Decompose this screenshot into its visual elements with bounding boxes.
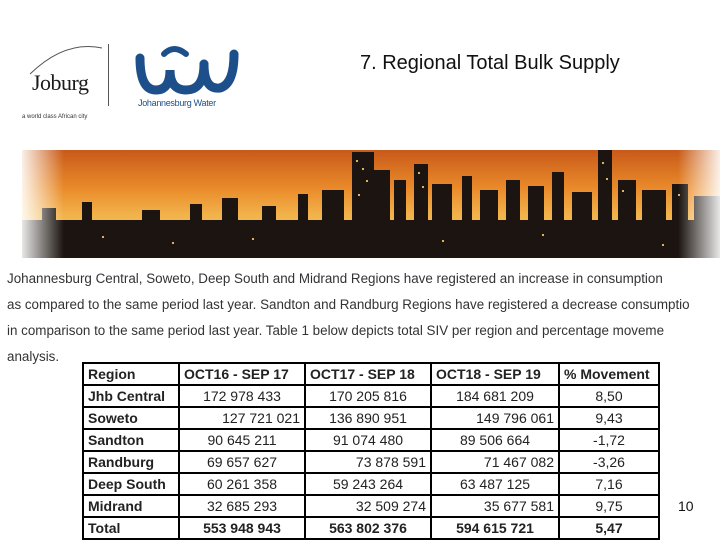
header-region: Region (83, 363, 179, 385)
siv-table (82, 362, 660, 540)
table-header-row (83, 363, 659, 385)
value-cell: 63 487 125 (431, 473, 559, 495)
value-cell: 149 796 061 (431, 407, 559, 429)
value-cell: 35 677 581 (431, 495, 559, 517)
joburg-tagline: a world class African city (22, 114, 88, 120)
movement-cell: -1,72 (559, 429, 659, 451)
value-cell: 136 890 951 (305, 407, 431, 429)
region-cell: Deep South (83, 473, 179, 495)
region-cell: Midrand (83, 495, 179, 517)
joburg-logo-text: Joburg (32, 70, 89, 95)
table-row (83, 473, 659, 495)
table-row (83, 429, 659, 451)
region-cell: Jhb Central (83, 385, 179, 407)
value-cell: 184 681 209 (431, 385, 559, 407)
page-title: 7. Regional Total Bulk Supply (360, 52, 620, 74)
movement-cell: 9,43 (559, 407, 659, 429)
total-movement-cell: 5,47 (559, 517, 659, 539)
table-row (83, 385, 659, 407)
body-paragraph (7, 266, 720, 370)
region-cell: Soweto (83, 407, 179, 429)
paragraph-line: in comparison to the same period last year. Table 1 below depicts total SIV per region and percentage moveme (7, 323, 665, 338)
region-cell: Total (83, 517, 179, 539)
value-cell: 71 467 082 (431, 451, 559, 473)
water-wave-icon (134, 40, 244, 98)
movement-cell: -3,26 (559, 451, 659, 473)
paragraph-line: as compared to the same period last year. Sandton and Randburg Regions have registered a decrease consumptio (7, 297, 690, 312)
movement-cell: 9,75 (559, 495, 659, 517)
value-cell: 90 645 211 (179, 429, 305, 451)
value-cell: 73 878 591 (305, 451, 431, 473)
table-row (83, 407, 659, 429)
value-cell: 127 721 021 (179, 407, 305, 429)
header-oct18-sep19: OCT18 - SEP 19 (431, 363, 559, 385)
movement-cell: 8,50 (559, 385, 659, 407)
logo-divider (108, 44, 109, 106)
value-cell: 32 685 293 (179, 495, 305, 517)
value-cell: 89 506 664 (431, 429, 559, 451)
value-cell: 91 074 480 (305, 429, 431, 451)
table-total-row (83, 517, 659, 539)
table-row (83, 451, 659, 473)
total-cell: 563 802 376 (305, 517, 431, 539)
joburg-logo (20, 42, 110, 124)
value-cell: 172 978 433 (179, 385, 305, 407)
region-cell: Randburg (83, 451, 179, 473)
skyline-image (22, 150, 720, 258)
value-cell: 170 205 816 (305, 385, 431, 407)
value-cell: 59 243 264 (305, 473, 431, 495)
header-oct16-sep17: OCT16 - SEP 17 (179, 363, 305, 385)
jw-logo-text: Johannesburg Water (138, 98, 216, 108)
paragraph-line: Johannesburg Central, Soweto, Deep South and Midrand Regions have registered an increase in consumption (7, 271, 663, 286)
value-cell: 32 509 274 (305, 495, 431, 517)
paragraph-line: analysis. (7, 349, 60, 364)
header-movement: % Movement (559, 363, 659, 385)
value-cell: 60 261 358 (179, 473, 305, 495)
johannesburg-water-logo (134, 40, 244, 112)
table-row (83, 495, 659, 517)
page-number: 10 (678, 498, 694, 514)
movement-cell: 7,16 (559, 473, 659, 495)
value-cell: 69 657 627 (179, 451, 305, 473)
city-skyline-banner (22, 150, 720, 258)
total-cell: 594 615 721 (431, 517, 559, 539)
region-cell: Sandton (83, 429, 179, 451)
total-cell: 553 948 943 (179, 517, 305, 539)
header-oct17-sep18: OCT17 - SEP 18 (305, 363, 431, 385)
